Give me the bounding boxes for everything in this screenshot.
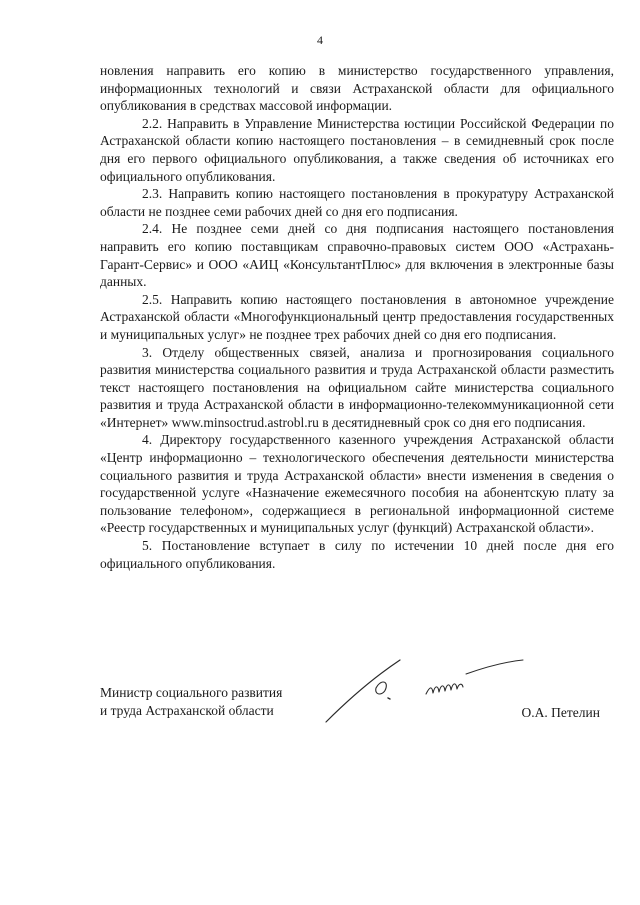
signatory-position-line1: Министр социального развития — [100, 685, 283, 700]
page-number: 4 — [317, 33, 323, 47]
signatory-name: О.А. Петелин — [521, 705, 600, 720]
paragraph-5: 5. Постановление вступает в силу по истечении 10 дней после дня его официального опубликования. — [100, 538, 614, 571]
signatory-position — [100, 684, 282, 719]
paragraph-4: 4. Директору государственного казенного учреждения Астраханской области «Центр информационно – технологического обеспечения деятельности министерства социального развития и труда Астраханской области» внести изменения в сведения о государственной услуге «Назначение ежемесячного пособия на абонентскую плату за пользование телефоном», содержащиеся в региональной информационной системе «Реестр государственных и муниципальных услуг (функций) Астраханской области». — [100, 432, 614, 536]
signatory-position-line2: и труда Астраханской области — [100, 702, 274, 718]
paragraph-3: 3. Отделу общественных связей, анализа и прогнозирования социального развития министерства социального развития и труда Астраханской области разместить текст настоящего постановления на официальном сайте министерства социального развития и труда Астраханской области в информационно-телекоммуникационной сети «Интернет» www.minsoctrud.astrobl.ru в десятидневный срок со дня его подписания. — [100, 344, 614, 430]
paragraph-2-2: 2.2. Направить в Управление Министерства юстиции Российской Федерации по Астраханской области копию настоящего постановления – в семидневный срок после дня его первого официального опубликования, а также сведения об источниках его официального опубликования. — [100, 115, 614, 184]
paragraph-2-4: 2.4. Не позднее семи дней со дня подписания настоящего постановления направить его копию поставщикам справочно-правовых систем ООО «Астрахань-Гарант-Сервис» и ООО «АИЦ «КонсультантПлюс» для включения в электронные базы данных. — [100, 221, 614, 290]
paragraph-2-5: 2.5. Направить копию настоящего постановления в автономное учреждение Астраханской области «Многофункциональный центр предоставления государственных и муниципальных услуг» не позднее трех рабочих дней со дня его подписания. — [100, 291, 614, 342]
paragraph-2-3: 2.3. Направить копию настоящего постановления в прокуратуру Астраханской области не позднее семи рабочих дней со дня его подписания. — [100, 186, 614, 219]
document-body — [100, 62, 614, 572]
paragraph-continuation: новления направить его копию в министерство государственного управления, информационных технологий и связи Астраханской области для официального опубликования в средствах массовой информации. — [100, 63, 614, 114]
signature-block — [100, 684, 614, 744]
